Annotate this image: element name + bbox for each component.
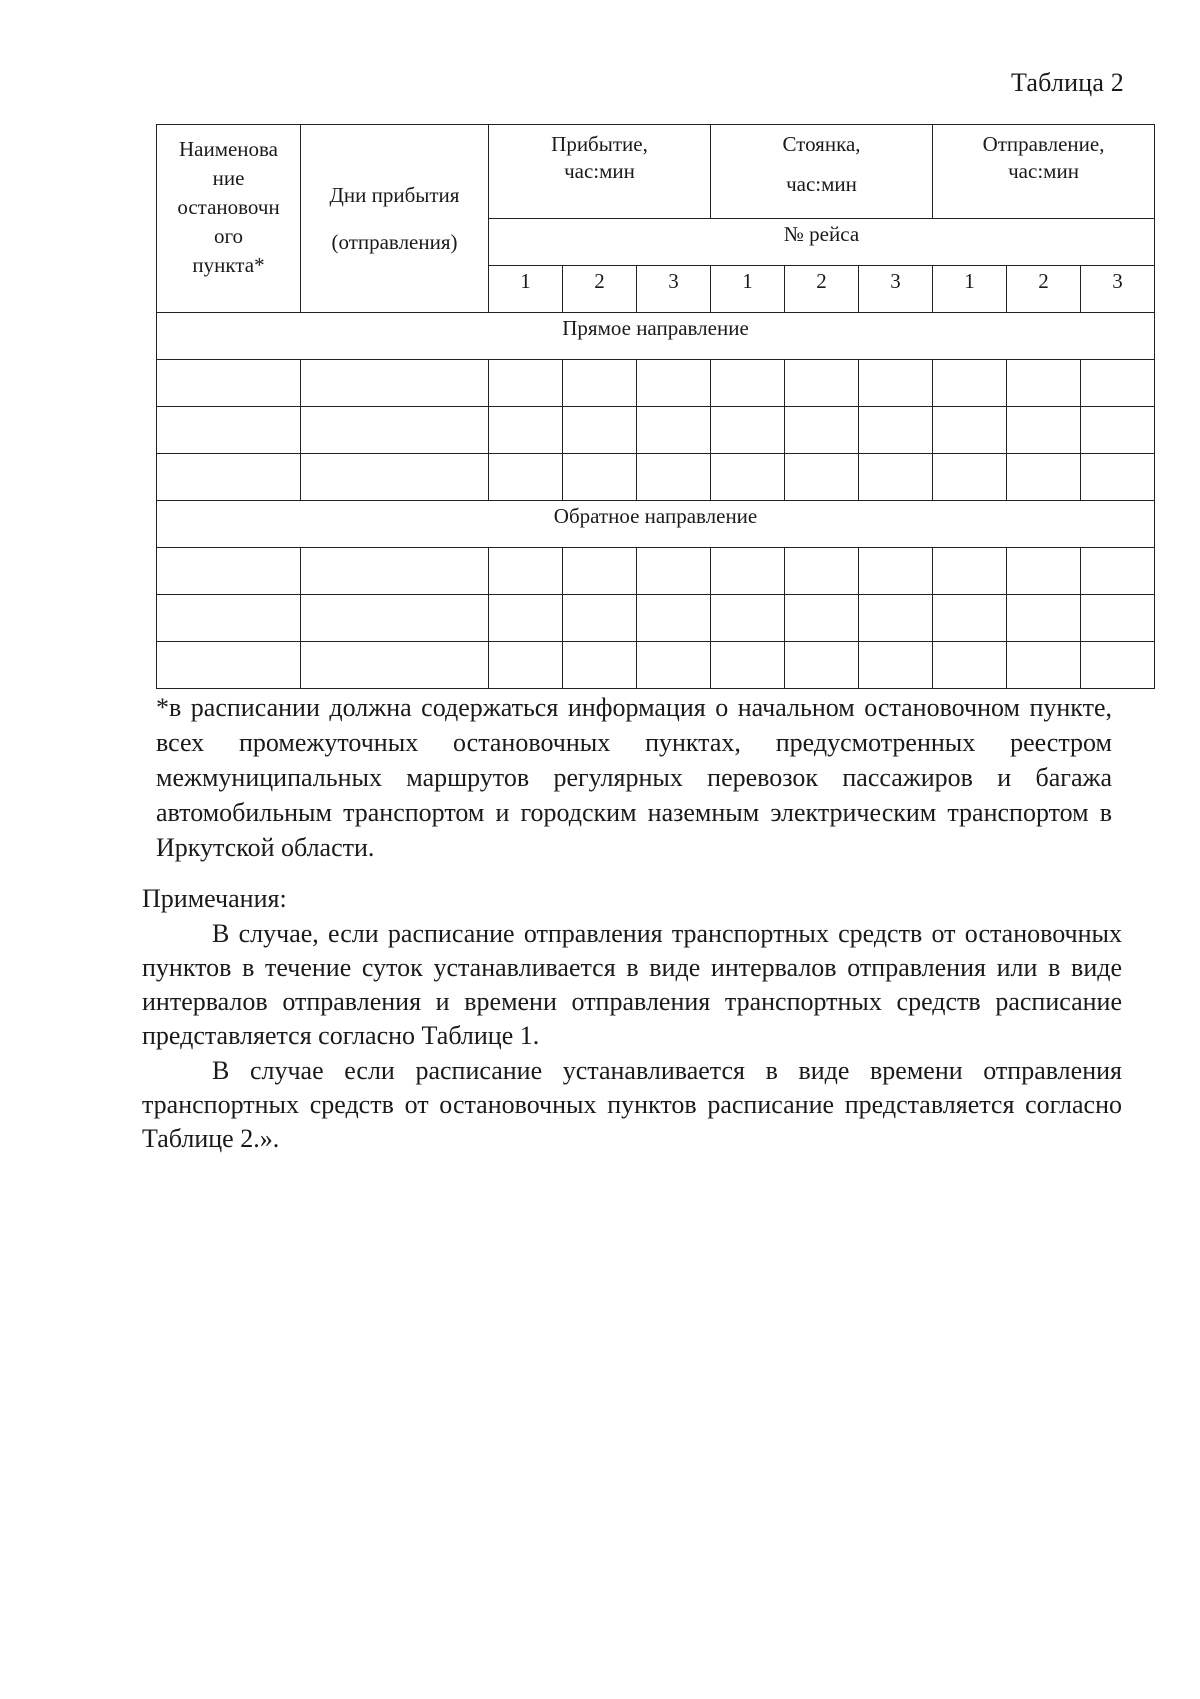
header-arrival-days-line: Дни прибытия (329, 183, 460, 208)
section-row-forward (157, 313, 1155, 360)
flight-col-number: 1 (933, 266, 1007, 313)
table-cell (489, 642, 563, 689)
header-row-groups (157, 125, 1155, 219)
table-cell (1081, 454, 1155, 501)
table-cell (711, 548, 785, 595)
header-stay (711, 125, 933, 219)
table-cell (933, 548, 1007, 595)
flight-col-number: 1 (711, 266, 785, 313)
header-departure (933, 125, 1155, 219)
table-caption: Таблица 2 (1011, 68, 1124, 97)
table-cell (301, 454, 489, 501)
header-arrival (489, 125, 711, 219)
header-stop-name-line: ние (212, 165, 245, 190)
table-cell (1081, 595, 1155, 642)
table-cell (637, 407, 711, 454)
section-row-reverse (157, 501, 1155, 548)
table-cell (711, 642, 785, 689)
notes-title: Примечания: (142, 884, 287, 913)
table-cell (563, 454, 637, 501)
table-cell (785, 360, 859, 407)
table-cell (711, 407, 785, 454)
table-cell (1007, 548, 1081, 595)
table-cell (157, 360, 301, 407)
flight-col-number: 3 (859, 266, 933, 313)
table-cell (563, 595, 637, 642)
table-cell (301, 595, 489, 642)
table-cell (1007, 595, 1081, 642)
table-cell (933, 454, 1007, 501)
flight-col-number: 2 (563, 266, 637, 313)
table-cell (489, 548, 563, 595)
table-cell (933, 595, 1007, 642)
table-cell (859, 454, 933, 501)
header-stop-name-line: ого (213, 223, 244, 248)
table-footnote: *в расписании должна содержаться информация о начальном остановочном пункте, всех промежуточных остановочных пунктах, предусмотренных реестром межмуниципальных маршрутов регулярных перевозок пассажиров и багажа автомобильным транспортом и городским наземным электрическим транспортом в Иркутской области. (156, 693, 1112, 862)
table-cell (859, 642, 933, 689)
table-row (157, 407, 1155, 454)
table-row (157, 548, 1155, 595)
table-cell (785, 454, 859, 501)
table-cell (859, 360, 933, 407)
header-departure-line: час:мин (1008, 159, 1079, 184)
table-cell (785, 548, 859, 595)
table-cell (489, 454, 563, 501)
table-cell (157, 642, 301, 689)
table-cell (785, 595, 859, 642)
table-cell (859, 548, 933, 595)
table-cell (301, 642, 489, 689)
flight-col-number: 3 (1081, 266, 1155, 313)
table-cell (859, 595, 933, 642)
table-cell (1007, 360, 1081, 407)
flight-col-number: 2 (1007, 266, 1081, 313)
header-arrival-line: Прибытие, (551, 132, 648, 156)
table-row (157, 360, 1155, 407)
header-stop-name (157, 125, 301, 313)
table-row (157, 642, 1155, 689)
table-cell (157, 407, 301, 454)
table-cell (1081, 360, 1155, 407)
table-cell (711, 454, 785, 501)
flight-col-number: 1 (489, 266, 563, 313)
table-cell (1007, 454, 1081, 501)
header-arrival-line: час:мин (564, 159, 635, 184)
schedule-table (156, 124, 1155, 689)
table-cell (1007, 642, 1081, 689)
table-cell (489, 407, 563, 454)
table-cell (157, 454, 301, 501)
table-cell (301, 360, 489, 407)
note-paragraph: В случае если расписание устанавливается в виде времени отправления транспортных средств от остановочных пунктов расписание представляется согласно Таблице 2.». (142, 1056, 1122, 1153)
header-stay-line: час:мин (786, 171, 857, 196)
header-departure-line: Отправление, (982, 132, 1105, 156)
table-cell (301, 548, 489, 595)
table-cell (711, 595, 785, 642)
table-cell (933, 360, 1007, 407)
header-arrival-days (301, 125, 489, 313)
table-cell (637, 548, 711, 595)
table-cell (489, 595, 563, 642)
table-cell (1007, 407, 1081, 454)
table-cell (637, 454, 711, 501)
table-cell (637, 595, 711, 642)
table-cell (933, 642, 1007, 689)
flight-col-number: 2 (785, 266, 859, 313)
table-cell (1081, 407, 1155, 454)
header-stop-name-line: пункта* (192, 252, 265, 277)
table-cell (859, 407, 933, 454)
table-cell (933, 407, 1007, 454)
table-cell (157, 548, 301, 595)
table-cell (563, 548, 637, 595)
header-flight-number: № рейса (489, 219, 1155, 266)
table-cell (637, 360, 711, 407)
table-cell (157, 595, 301, 642)
table-cell (711, 360, 785, 407)
table-row (157, 454, 1155, 501)
section-title-forward: Прямое направление (157, 313, 1155, 360)
table-cell (785, 407, 859, 454)
table-cell (1081, 642, 1155, 689)
table-cell (489, 360, 563, 407)
header-arrival-days-line: (отправления) (331, 229, 458, 254)
header-stop-name-line: остановочн (177, 194, 280, 219)
table-cell (301, 407, 489, 454)
table-cell (563, 360, 637, 407)
table-row (157, 595, 1155, 642)
table-cell (563, 407, 637, 454)
section-title-reverse: Обратное направление (157, 501, 1155, 548)
table-cell (785, 642, 859, 689)
flight-col-number: 3 (637, 266, 711, 313)
table-cell (563, 642, 637, 689)
header-stay-line: Стоянка, (782, 132, 861, 156)
note-paragraph: В случае, если расписание отправления транспортных средств от остановочных пунктов в течение суток устанавливается в виде интервалов отправления или в виде интервалов отправления и времени отправления транспортных средств расписание представляется согласно Таблице 1. (142, 919, 1122, 1050)
table-cell (637, 642, 711, 689)
table-cell (1081, 548, 1155, 595)
header-stop-name-line: Наименова (178, 137, 279, 161)
